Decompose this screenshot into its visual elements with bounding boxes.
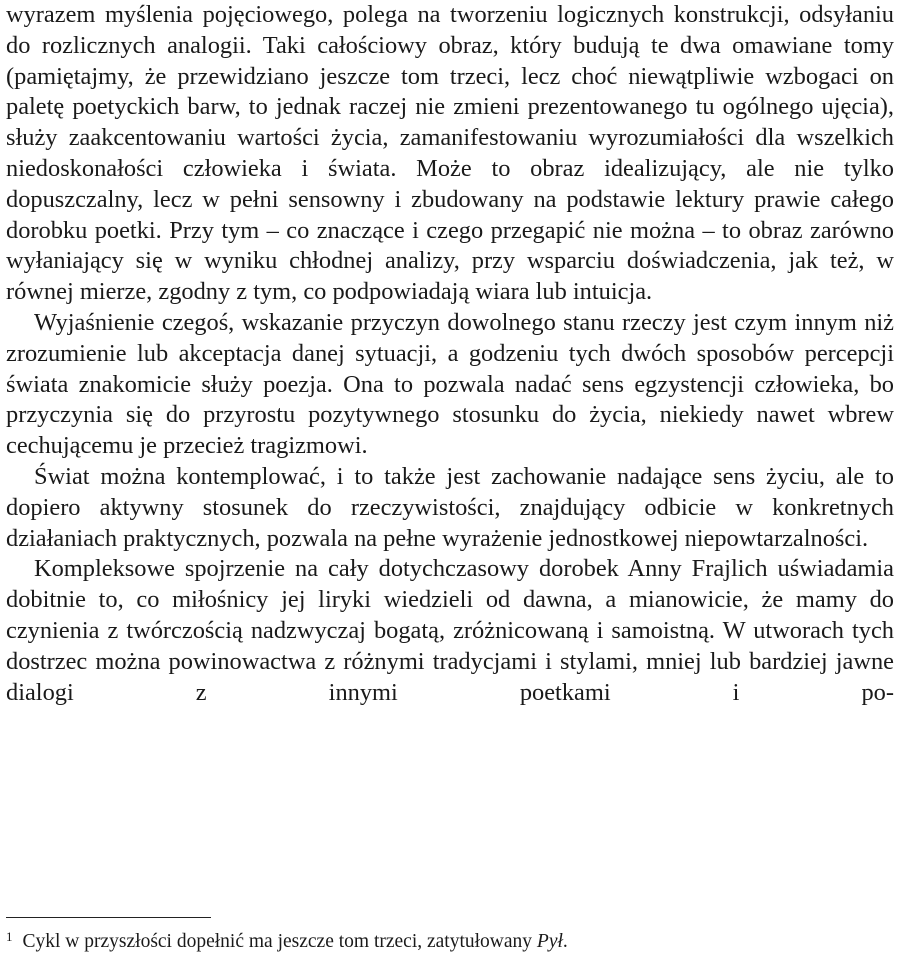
paragraph-2: Wyjaśnienie czegoś, wskazanie przyczyn dowolnego stanu rzeczy jest czym innym niż zrozumienie lub akceptacja danej sytuacji, a godzeniu tych dwóch sposobów percepcji świata znakomicie służy poezja. Ona to pozwala nadać sens egzystencji człowieka, bo przyczynia się do przyrostu pozytywnego stosunku do życia, niekiedy nawet wbrew cechującemu je przecież tragizmowi. (6, 308, 894, 460)
footnote-mark: 1 (6, 929, 13, 944)
footnote-end: . (562, 931, 568, 952)
paragraph-1: wyrazem myślenia pojęciowego, polega na tworzeniu logicznych konstrukcji, odsyłaniu do rozlicznych analogii. Taki całościowy obraz, który budują te dwa omawiane tomy (pamiętajmy, że przewidziano jeszcze tom trzeci, lecz choć niewątpliwie wzbogaci on paletę poetyckich barw, to jednak raczej nie zmieni prezentowanego tu ogólnego ujęcia), służy zaakcentowaniu wartości życia, zamanifestowaniu wyrozumiałości dla wszelkich niedoskonałości człowieka i świata. Może to obraz idealizujący, ale nie tylko dopuszczalny, lecz w pełni sensowny i zbudowany na podstawie lektury prawie całego dorobku poetki. Przy tym – co znaczące i czego przegapić nie można – to obraz zarówno wyłaniający się w wyniku chłodnej analizy, przy wsparciu doświadczenia, jak też, w równej mierze, zgodny z tym, co podpowiadają wiara lub intuicja. (6, 1, 894, 306)
footnote (6, 924, 894, 955)
footnote-italic-title: Pył (536, 931, 563, 952)
footnote-text: Cykl w przyszłości dopełnić ma jeszcze tom trzeci, zatytułowany (22, 931, 533, 952)
footnote-separator (6, 917, 211, 918)
paragraph-4: Kompleksowe spojrzenie na cały dotychczasowy dorobek Anny Frajlich uświadamia dobitnie to, co miłośnicy jej liryki wiedzieli od dawna, a mianowicie, że mamy do czynienia z twórczością nadzwyczaj bogatą, zróżnicowaną i samoistną. W utworach tych dostrzec można powinowactwa z różnymi tradycjami i stylami, mniej lub bardziej jawne dialogi z innymi poetkami i po- (6, 555, 894, 706)
document-page (6, 0, 894, 957)
body-text (6, 0, 894, 708)
paragraph-3: Świat można kontemplować, i to także jest zachowanie nadające sens życiu, ale to dopiero aktywny stosunek do rzeczywistości, znajdujący odbicie w konkretnych działaniach praktycznych, pozwala na pełne wyrażenie jednostkowej niepowtarzalności. (6, 462, 894, 552)
